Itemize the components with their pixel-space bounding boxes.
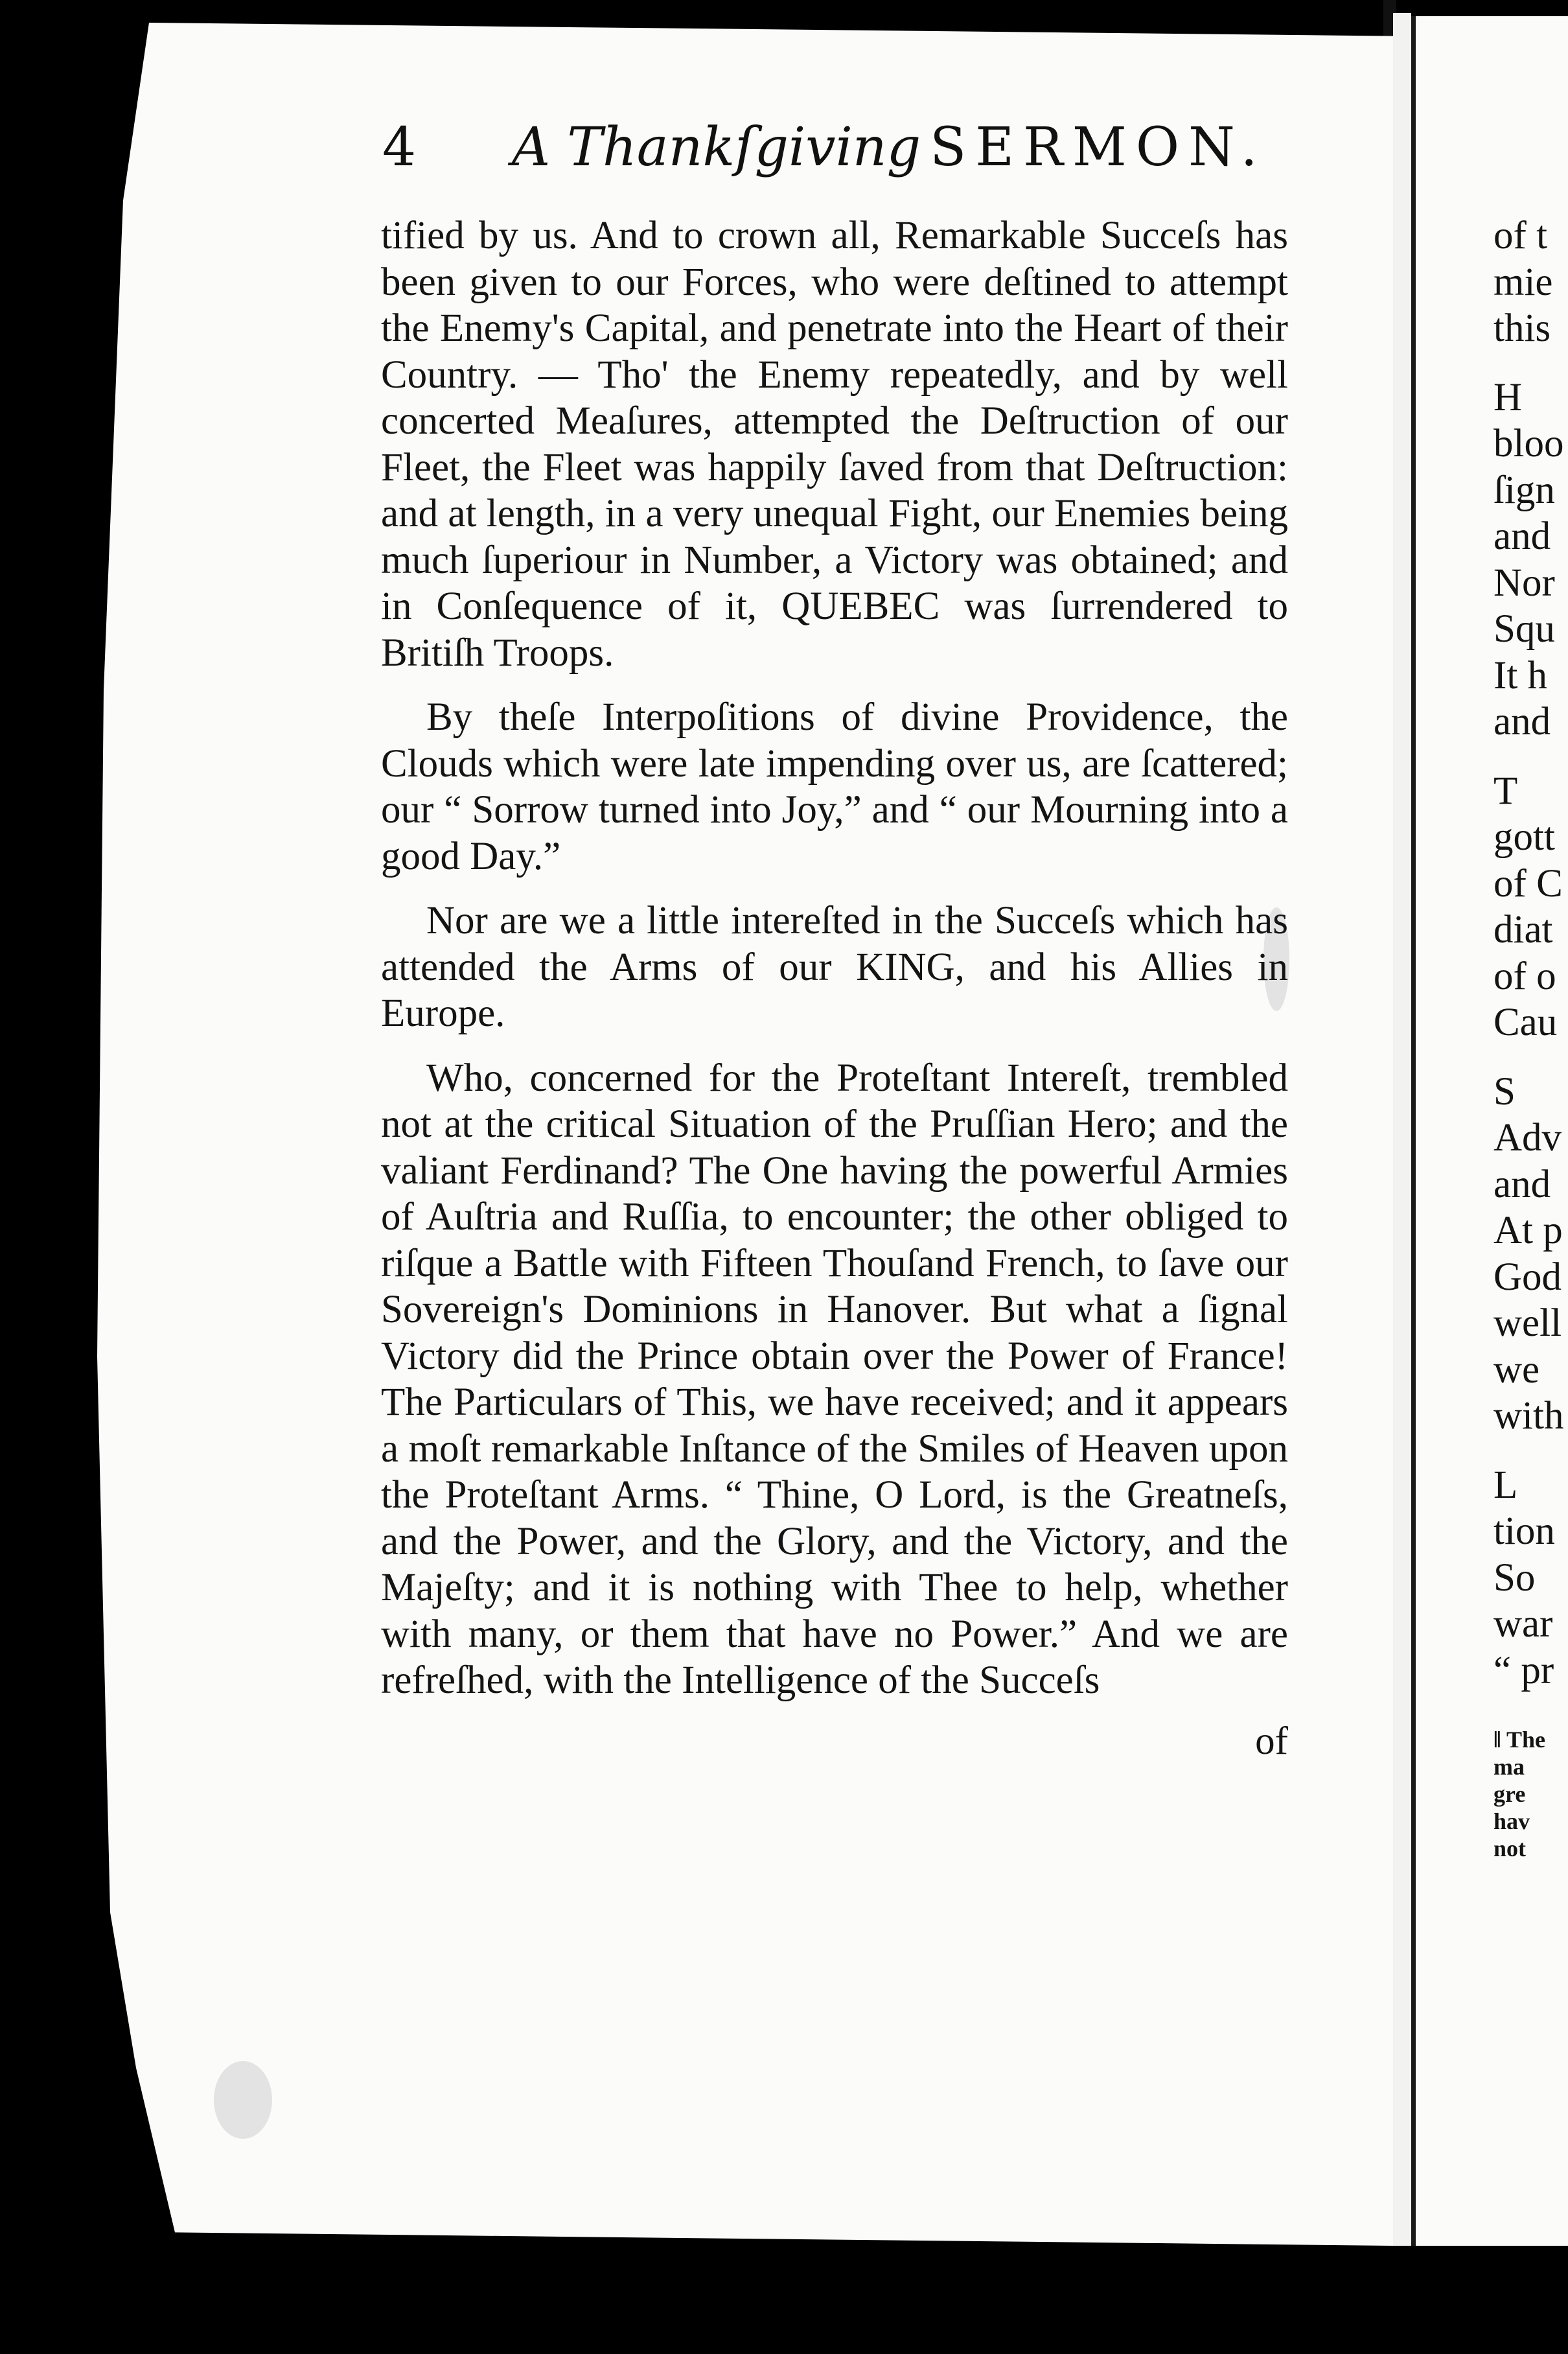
running-title-italic: A Thankſgiving <box>512 117 921 178</box>
right-page-line: this <box>1493 307 1551 350</box>
paragraph-gap <box>1493 1046 1568 1069</box>
paragraph-2: By theſe Interpoſitions of divine Providence, the Clouds which were late impending over us, are ſcattered; our “ Sorrow turned into Joy,” and “ our Mourning into a good Day.” <box>381 695 1288 878</box>
paragraph-gap <box>1493 1439 1568 1462</box>
right-page-line: we <box>1493 1347 1540 1392</box>
right-page-footnote-line: hav <box>1493 1808 1530 1834</box>
paragraph-4: Who, concerned for the Proteſtant Intereſt, trembled not at the critical Situation of the Pruſſian Hero; and the valiant Ferdinand? The One having the powerful Armies of Auſtria and Ruſſia, to encounter; the other obliged to riſque a Battle with Fifteen Thouſand French, to ſave our Sovereign's Dominions in Hanover. But what a ſignal Victory did the Prince obtain over the Power of France! The Particulars of This, we have received; and it appears a moſt remarkable Inſtance of the Smiles of Heaven upon the Proteſtant Arms. “ Thine, O Lord, is the Greatneſs, and the Power, and the Glory, and the Victory, and the Majeſty; and it is nothing with Thee to help, whether with many, or them that have no Power.” And we are refreſhed, with the Intelligence of the Succeſs <box>381 1056 1288 1702</box>
catchword: of <box>1255 1719 1288 1763</box>
right-page-line: mie <box>1493 260 1553 304</box>
right-page-line: So <box>1493 1556 1536 1600</box>
right-page-line: of o <box>1493 954 1556 998</box>
scan-bottom-edge <box>0 2246 1568 2354</box>
left-page-text <box>381 213 1288 1764</box>
right-page-line: H <box>1493 375 1523 419</box>
right-page-line: diat <box>1493 908 1553 951</box>
right-page-line: bloo <box>1493 422 1564 465</box>
right-page-line: Adv <box>1493 1116 1562 1160</box>
right-page-line: with <box>1493 1394 1564 1438</box>
right-page-footnote-line: ma <box>1493 1754 1525 1780</box>
footnote-spacer <box>1493 1694 1568 1726</box>
running-header <box>382 110 1322 181</box>
right-page-line: At p <box>1493 1209 1563 1252</box>
running-title <box>512 117 1267 178</box>
right-page-line: Squ <box>1493 607 1555 651</box>
right-page-line: L <box>1493 1463 1518 1507</box>
right-page-text <box>1493 213 1568 1862</box>
paragraph-3: Nor are we a little intereſted in the Succeſs which has attended the Arms of our KING, and his Allies in Europe. <box>381 899 1288 1035</box>
right-page-line: Nor <box>1493 561 1555 605</box>
right-page-line: and <box>1493 1162 1551 1206</box>
right-page-footnote-line: ‖ The <box>1493 1727 1546 1753</box>
right-page-line: well <box>1493 1301 1562 1345</box>
right-page-line: It h <box>1493 653 1548 697</box>
running-title-caps: SERMON. <box>930 117 1267 178</box>
paragraph-gap <box>1493 352 1568 375</box>
right-page-line: tion <box>1493 1509 1555 1553</box>
right-page-line: T <box>1493 769 1518 813</box>
right-page-line: God <box>1493 1255 1562 1299</box>
right-page-line: gott <box>1493 815 1555 859</box>
right-page-line: Cau <box>1493 1001 1558 1044</box>
right-page-line: of t <box>1493 214 1548 257</box>
right-page-line: war <box>1493 1602 1553 1646</box>
right-page-line: of C <box>1493 861 1563 905</box>
page-number: 4 <box>382 117 417 178</box>
right-page-line: and <box>1493 700 1551 743</box>
right-page-line: ſign <box>1493 468 1555 512</box>
right-page-line: and <box>1493 515 1551 558</box>
right-page-line: “ pr <box>1493 1648 1554 1692</box>
right-page-footnote-line: gre <box>1493 1781 1526 1807</box>
paragraph-gap <box>1493 745 1568 768</box>
paragraph-1: tified by us. And to crown all, Remarkable Succeſs has been given to our Forces, who were deſtined to attempt the Enemy's Capital, and penetrate into the Heart of their Country. — Tho' the Enemy repeatedly, and by well concerted Meaſures, attempted the Deſtruction of our Fleet, the Fleet was happily ſaved from that Deſtruction: and at length, in a very unequal Fight, our Enemies being much ſuperiour in Number, a Victory was obtained; and in Conſequence of it, QUEBEC was ſurrendered to Britiſh Troops. <box>381 214 1288 675</box>
right-page-footnote-line: not <box>1493 1835 1527 1861</box>
book-spine <box>1393 13 1411 2281</box>
page-stain <box>214 2061 272 2139</box>
right-page-line: S <box>1493 1069 1516 1113</box>
